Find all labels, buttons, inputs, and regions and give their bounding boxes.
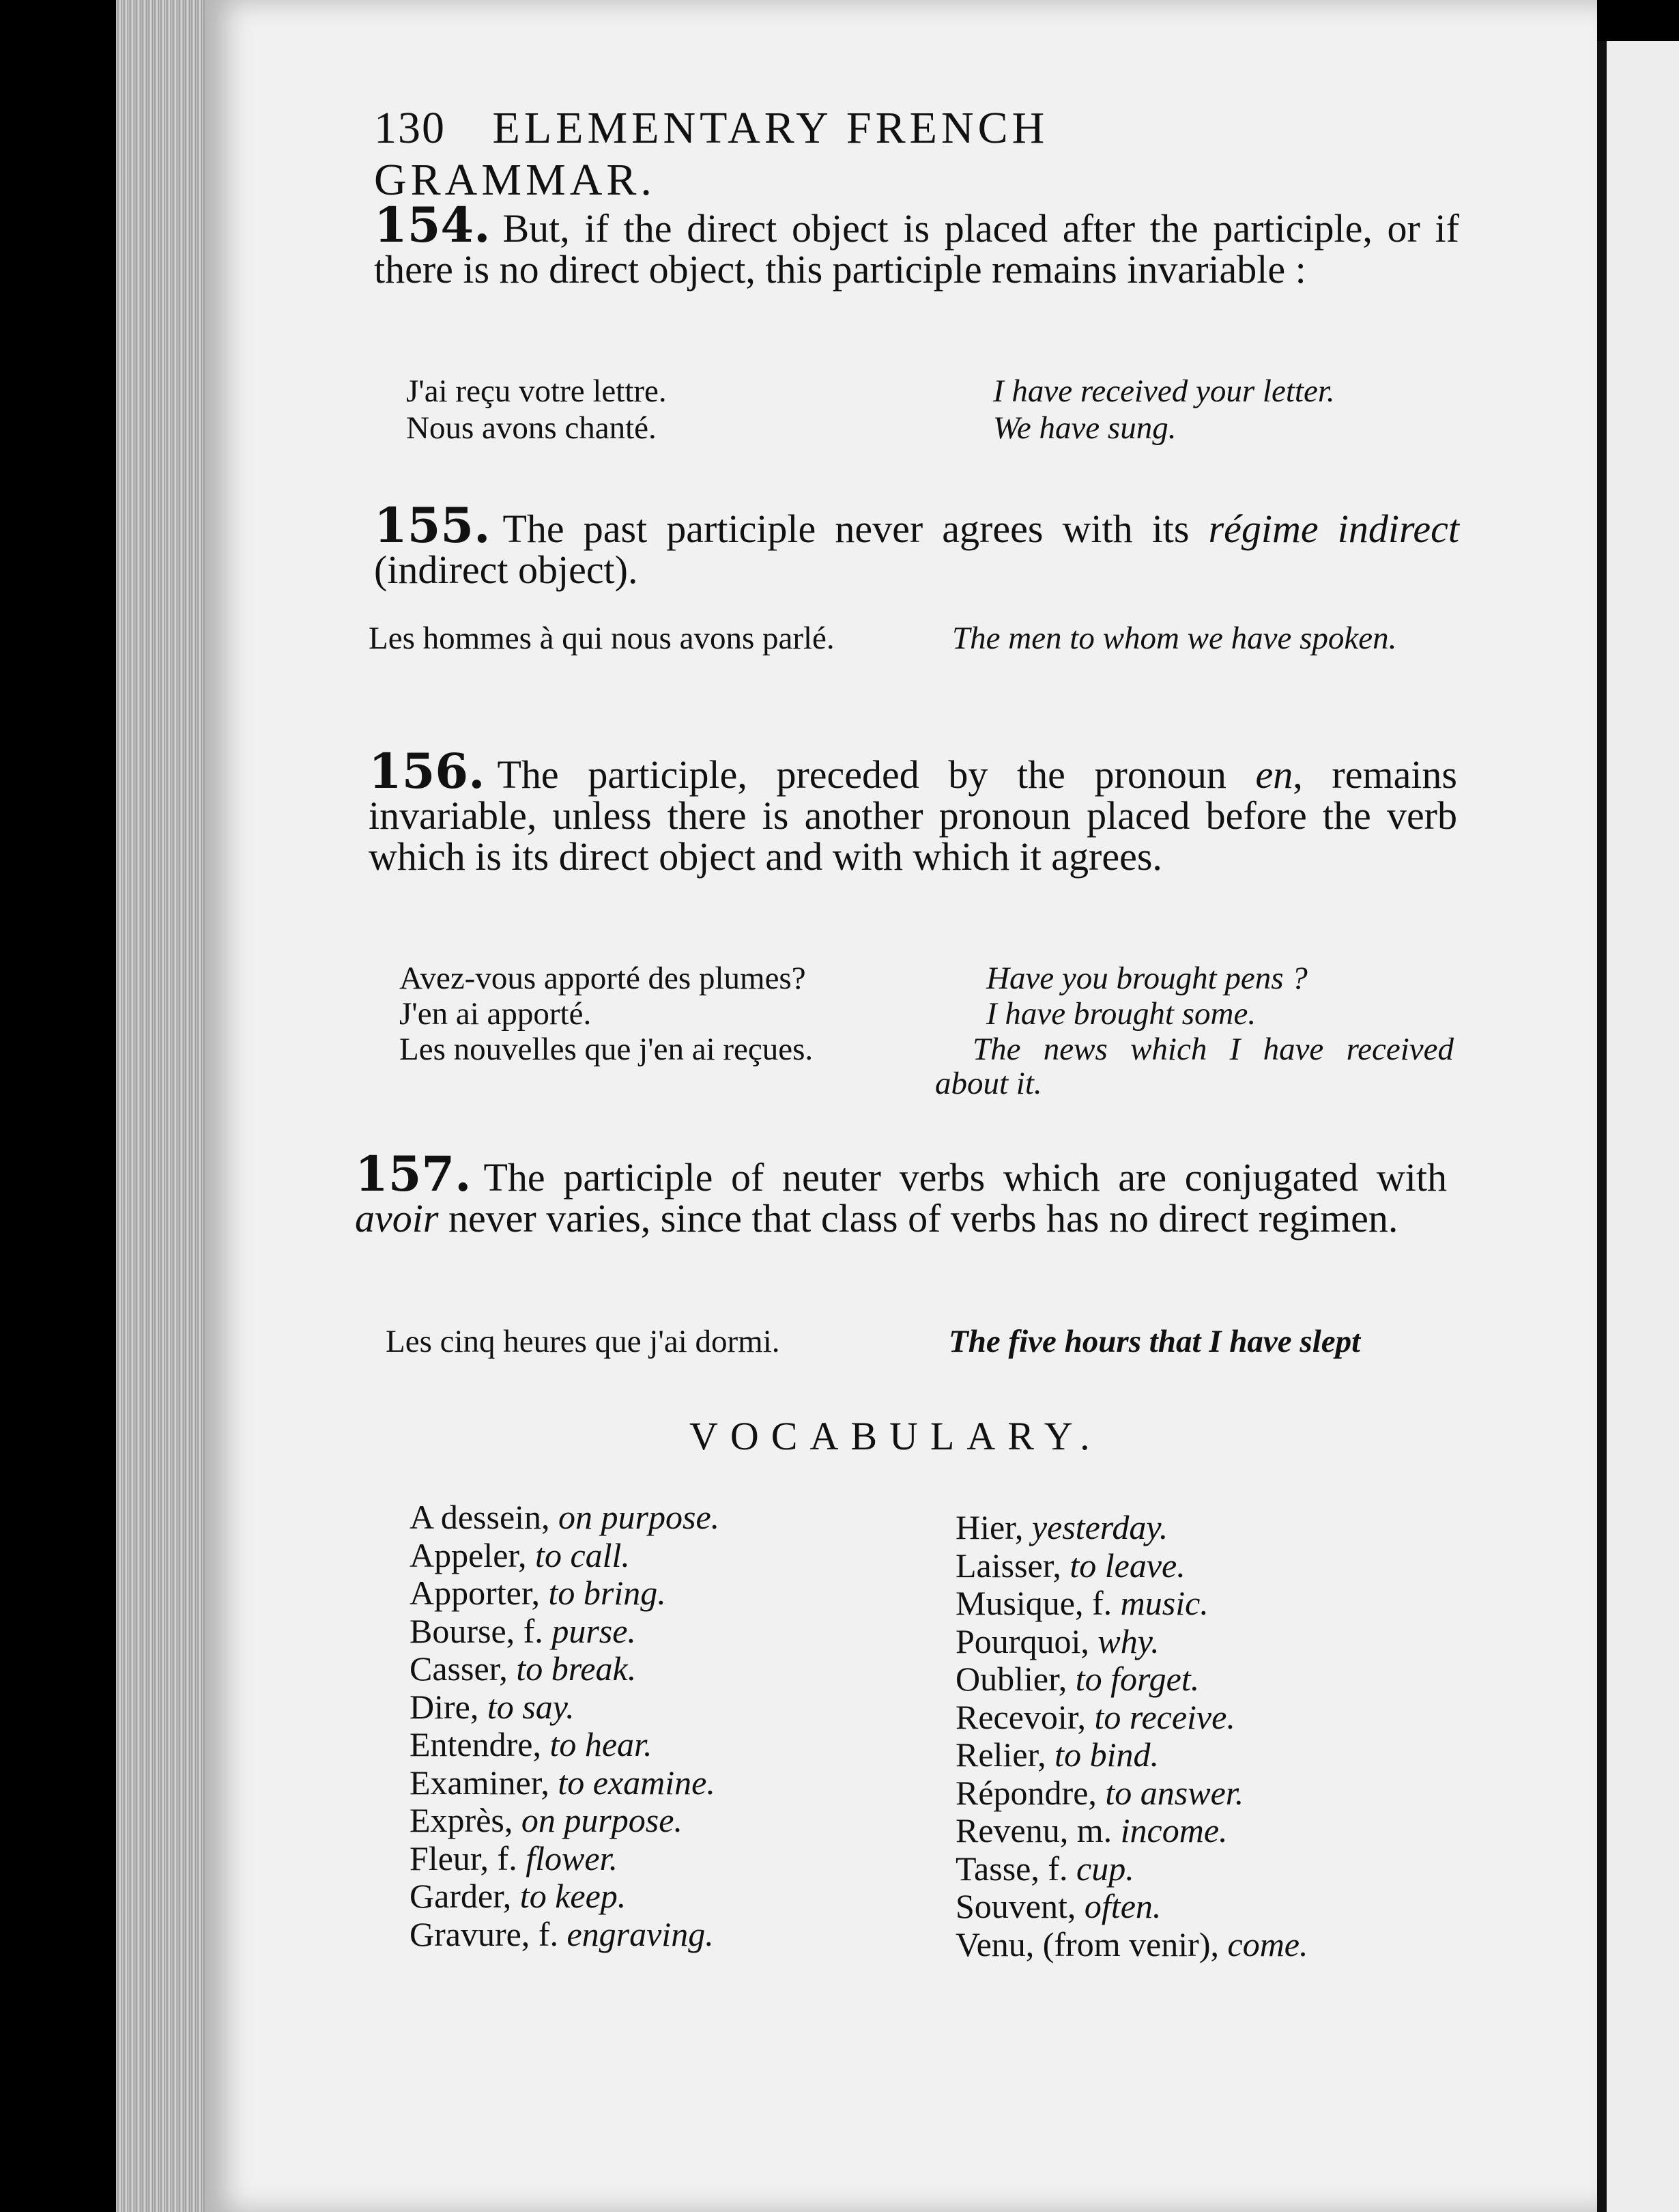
vocab-entry: Relier, to bind. (956, 1735, 1159, 1774)
vocab-entry: Apporter, to bring. (410, 1574, 666, 1612)
vocab-entry: Fleur, f. flower. (410, 1839, 618, 1877)
section-emphasis: régime indirect (1208, 507, 1459, 551)
vocab-entry: Entendre, to hear. (410, 1725, 652, 1763)
vocab-entry: Hier, yesterday. (956, 1508, 1168, 1546)
french-example: Les cinq heures que j'ai dormi. (386, 1324, 780, 1359)
french-example: Avez-vous apporté des plumes? (399, 961, 806, 996)
vocab-entry: Examiner, to examine. (410, 1763, 715, 1802)
vocab-entry: Dire, to say. (410, 1687, 575, 1726)
vocabulary-title: VOCABULARY. (689, 1414, 1102, 1458)
english-translation: I have brought some. (986, 996, 1257, 1032)
vocab-entry: Recevoir, to receive. (956, 1697, 1235, 1736)
section-155 (374, 497, 1459, 592)
english-translation: The five hours that I have slept (949, 1324, 1361, 1359)
section-text: The past participle never agrees with its (502, 507, 1209, 551)
vocab-entry: Venu, (from venir), come. (956, 1925, 1308, 1963)
vocab-entry: Casser, to break. (410, 1649, 637, 1688)
page-number: 130 (374, 103, 446, 153)
vocab-entry: Oublier, to forget. (956, 1660, 1200, 1698)
facing-page-edge (1597, 41, 1679, 2212)
vocab-entry: Répondre, to answer. (956, 1773, 1244, 1812)
english-translation: I have received your letter. (993, 373, 1335, 409)
english-translation: Have you brought pens ? (986, 961, 1308, 996)
vocab-entry: Tasse, f. cup. (956, 1849, 1134, 1888)
vocab-entry: A dessein, on purpose. (410, 1498, 720, 1536)
vocab-entry: Laisser, to leave. (956, 1546, 1186, 1585)
french-example: Nous avons chanté. (406, 410, 657, 446)
section-text: The participle, preceded by the pronoun (497, 752, 1256, 797)
vocab-entry: Musique, f. music. (956, 1584, 1209, 1622)
running-title: ELEMENTARY FRENCH GRAMMAR. (374, 103, 1049, 205)
vocabulary-right-column (956, 1509, 1308, 1963)
french-example: J'ai reçu votre lettre. (406, 373, 667, 409)
section-number: 157. (355, 1146, 472, 1202)
page-edges (116, 0, 218, 2212)
section-text: , remains invariable, unless there is another pronoun placed before the verb which is its direct object and with which it agrees. (369, 752, 1457, 879)
section-number: 154. (374, 197, 491, 253)
vocab-entry: Pourquoi, why. (956, 1621, 1160, 1660)
vocab-entry: Bourse, f. purse. (410, 1611, 636, 1650)
section-emphasis: avoir (355, 1196, 439, 1240)
vocab-entry: Souvent, often. (956, 1887, 1162, 1925)
vocabulary-left-column (410, 1499, 719, 1953)
section-154 (374, 197, 1459, 292)
section-number: 156. (369, 743, 485, 799)
section-156 (369, 743, 1457, 879)
french-example: Les nouvelles que j'en ai reçues. (399, 1032, 814, 1067)
vocab-entry: Gravure, f. engraving. (410, 1914, 714, 1953)
english-translation: The men to whom we have spoken. (952, 621, 1397, 656)
section-text: (indirect object). (374, 548, 638, 592)
example-row (369, 621, 1461, 696)
vocab-entry: Exprès, on purpose. (410, 1801, 683, 1839)
section-emphasis: en (1255, 752, 1293, 797)
english-translation: We have sung. (993, 410, 1177, 446)
section-number: 155. (374, 497, 491, 554)
section-text: But, if the direct object is placed after the participle, or if there is no direct object, this participle remains invariable : (374, 206, 1459, 292)
section-text: never varies, since that class of verbs has no direct regimen. (438, 1196, 1398, 1240)
french-example: Les hommes à qui nous avons parlé. (369, 621, 835, 656)
section-157 (355, 1146, 1447, 1240)
example-row (362, 1032, 1454, 1107)
english-translation: The news which I have received about it. (935, 1032, 1454, 1101)
section-text: The participle of neuter verbs which are conjugated with (483, 1155, 1447, 1200)
vocab-entry: Garder, to keep. (410, 1877, 627, 1915)
vocab-entry: Appeler, to call. (410, 1535, 630, 1574)
running-header (374, 102, 1302, 206)
french-example: J'en ai apporté. (399, 996, 592, 1032)
vocab-entry: Revenu, m. income. (956, 1811, 1228, 1849)
